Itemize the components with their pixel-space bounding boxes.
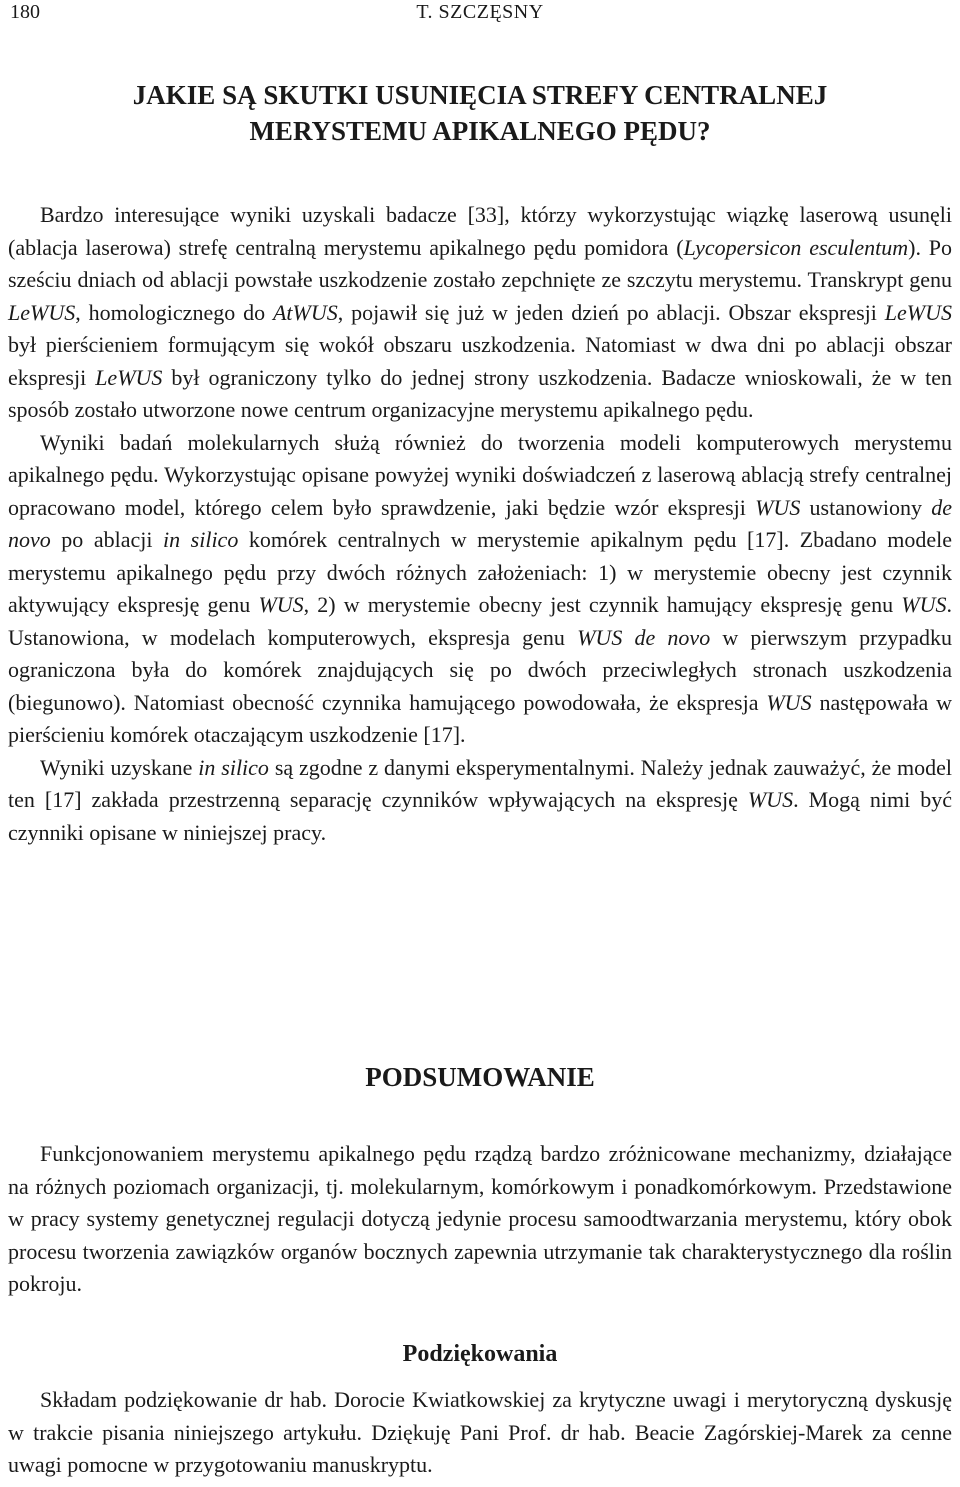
acknowledgements-paragraph: Składam podziękowanie dr hab. Dorocie Kwiatkowskiej za krytyczne uwagi i merytoryczną dyskusję w trakcie pisania niniejszego artykułu. Dziękuję Pani Prof. dr hab. Beacie Zagórskiej-Marek za cenne uwagi pomocne w przygotowaniu manuskryptu.: [8, 1387, 952, 1477]
text-run: , 2) w merystemie obecny jest czynnik hamujący ekspresję genu: [303, 592, 902, 617]
italic-term: WUS de novo: [577, 624, 711, 650]
running-author: T. SZCZĘSNY: [416, 1, 544, 23]
section-title-line-2: MERYSTEMU APIKALNEGO PĘDU?: [249, 116, 711, 146]
summary-body: [8, 1138, 952, 1301]
italic-term: WUS: [755, 494, 801, 520]
paragraph: [8, 427, 952, 752]
running-head: [0, 0, 960, 28]
acknowledgements-title: Podziękowania: [402, 1341, 558, 1367]
italic-term: WUS: [747, 787, 794, 812]
acknowledgements-body: [8, 1384, 952, 1482]
text-run: Bardzo interesujące wyniki uzyskali badacze [33], którzy wykorzystując wiązkę laserową usunęli (ablacja laserowa) strefę centralną merystemu apikalnego pędu pomidora (: [8, 202, 952, 260]
section-title-line-1: JAKIE SĄ SKUTKI USUNIĘCIA STREFY CENTRALNEJ: [132, 80, 828, 110]
text-run: Wyniki badań molekularnych służą również do tworzenia modeli komputerowych merystemu apikalnego pędu. Wykorzystując opisane powyżej wyniki doświadczeń z laserową ablacją strefy centralnej opracowano model, którego celem było sprawdzenie, jaki będzie wzór ekspresji: [8, 429, 952, 520]
italic-term: Lycopersicon esculentum: [683, 234, 909, 260]
text-run: był pierścieniem formującym się wokół obszaru uszkodzenia. Natomiast w dwa dni po ablacji obszar ekspresji: [8, 332, 952, 390]
text-run: , pojawił się już w jeden dzień po ablacji. Obszar ekspresji: [337, 299, 885, 325]
text-run: Wyniki uzyskane: [40, 754, 199, 780]
text-run: następowała w pierścieniu komórek otaczającym uszkodzenie [17].: [8, 689, 952, 747]
italic-term: WUS: [258, 592, 304, 617]
paragraph: [8, 752, 952, 850]
summary-paragraph: Funkcjonowaniem merystemu apikalnego pędu rządzą bardzo zróżnicowane mechanizmy, działające na różnych poziomach organizacji, tj. molekularnym, komórkowym i ponadkomórkowym. Przedstawione w pracy systemy genetycznej regulacji dotyczą jedynie procesu samoodtwarzania merystemu, który obok procesu tworzenia zawiązków organów bocznych zapewnia utrzymanie tak charakterystycznego dla roślin pokroju.: [8, 1141, 952, 1296]
summary-title: PODSUMOWANIE: [365, 1062, 595, 1092]
paragraph: [8, 199, 952, 427]
text-run: komórek centralnych w merystemie apikalnym pędu [17]. Zbadano modele merystemu apikalnego pędu przy dwóch różnych założeniach: 1) w merystemie obecny jest czynnik aktywujący ekspresję genu: [8, 527, 952, 617]
text-run: ustanowiony: [800, 494, 932, 520]
text-run: . Ustanowiona, w modelach komputerowych, ekspresja genu: [8, 592, 952, 650]
text-run: ). Po sześciu dniach od ablacji powstałe uszkodzenie zostało zepchnięte ze szczytu merystemu. Transkrypt genu: [8, 234, 953, 292]
section-body-ablation: [8, 199, 952, 849]
italic-term: WUS: [766, 689, 812, 715]
italic-term: in silico: [198, 754, 269, 780]
section-title-ablation: [0, 77, 960, 149]
text-run: w pierwszym przypadku ograniczona była do komórek znajdujących się po dwóch przeciwległych stronach uszkodzenia (biegunowo). Natomiast obecność czynnika hamującego powodowała, że ekspresja: [8, 624, 952, 715]
italic-term: LeWUS: [8, 299, 76, 325]
italic-term: WUS: [901, 592, 947, 617]
italic-term: de novo: [8, 494, 952, 552]
text-run: są zgodne z danymi eksperymentalnymi. Należy jednak zauważyć, że model ten [17] zakłada przestrzenną separację czynników wpływających na ekspresję: [8, 754, 952, 812]
italic-term: AtWUS: [272, 299, 338, 325]
text-run: był ograniczony tylko do jednej strony uszkodzenia. Badacze wnioskowali, że w ten sposób zostało utworzone nowe centrum organizacyjne merystemu apikalnego pędu.: [8, 364, 952, 422]
text-run: , homologicznego do: [75, 299, 273, 325]
page-number: 180: [10, 1, 40, 23]
italic-term: LeWUS: [95, 364, 163, 390]
italic-term: LeWUS: [884, 299, 952, 325]
text-run: . Mogą nimi być czynniki opisane w niniejszej pracy.: [8, 787, 952, 845]
italic-term: in silico: [163, 527, 239, 552]
text-run: po ablacji: [50, 527, 164, 552]
